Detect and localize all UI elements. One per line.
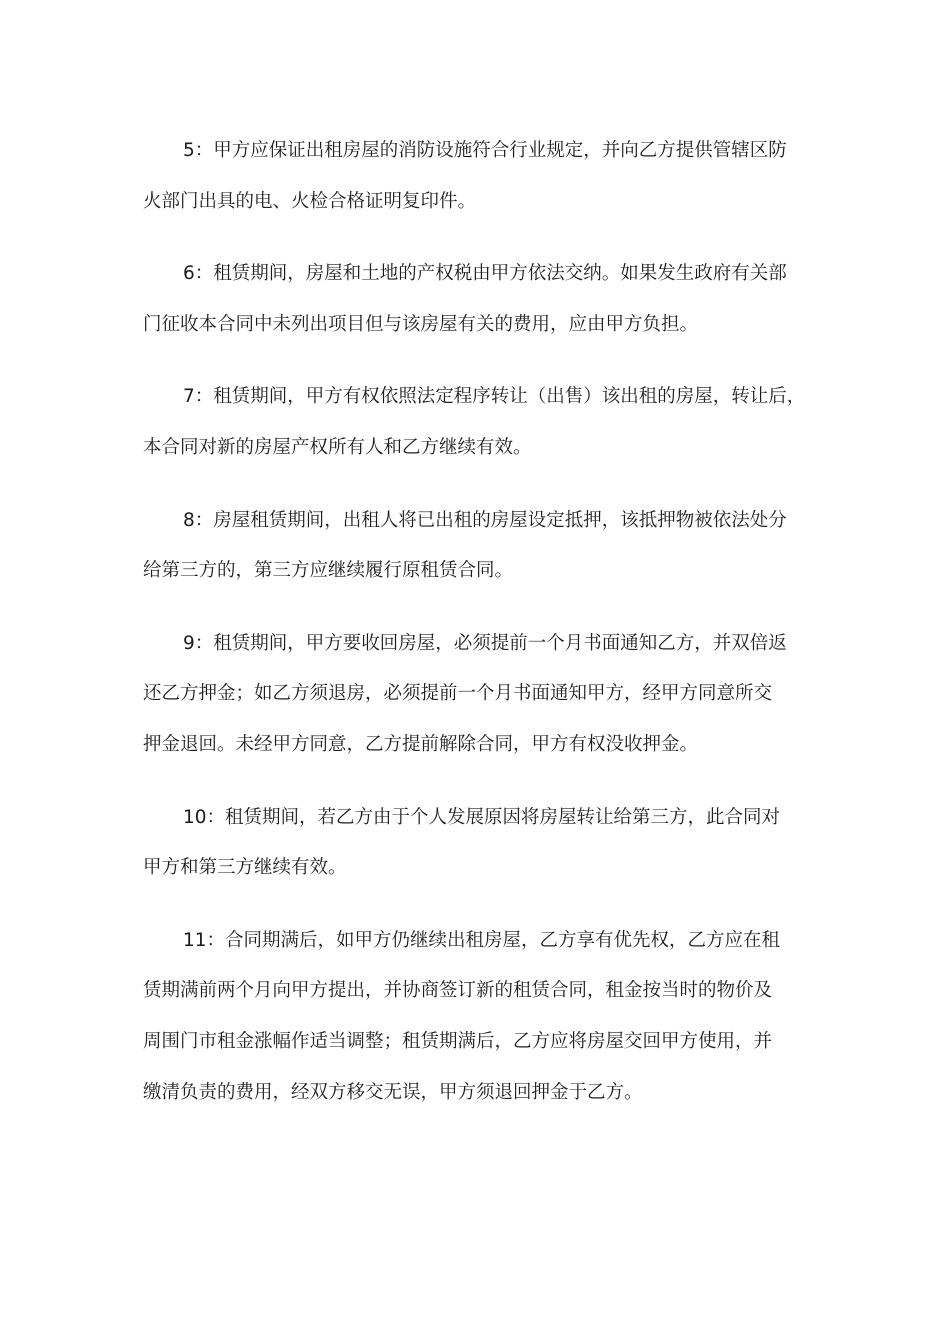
clause-line: 甲方和第三方继续有效。 xyxy=(143,857,347,879)
clause-line: 还乙方押金；如乙方须退房，必须提前一个月书面通知甲方，经甲方同意所交 xyxy=(143,683,773,705)
clause-line: 周围门市租金涨幅作适当调整；租赁期满后，乙方应将房屋交回甲方使用，并 xyxy=(143,1030,773,1052)
clause-line: 6：租赁期间，房屋和土地的产权税由甲方依法交纳。如果发生政府有关部 xyxy=(183,263,787,285)
clause-line: 10：租赁期间，若乙方由于个人发展原因将房屋转让给第三方，此合同对 xyxy=(183,806,781,828)
clause-line: 本合同对新的房屋产权所有人和乙方继续有效。 xyxy=(143,436,532,458)
clause-5 xyxy=(143,126,815,227)
clause-line: 9：租赁期间，甲方要收回房屋，必须提前一个月书面通知乙方，并双倍返 xyxy=(183,632,787,654)
clause-line: 8：房屋租赁期间，出租人将已出租的房屋设定抵押，该抵押物被依法处分 xyxy=(183,509,787,531)
clause-line: 7：租赁期间，甲方有权依照法定程序转让（出售）该出租的房屋，转让后， xyxy=(183,386,806,408)
clause-line: 火部门出具的电、火检合格证明复印件。 xyxy=(143,190,477,212)
clause-7 xyxy=(143,372,815,473)
clause-line: 给第三方的，第三方应继续履行原租赁合同。 xyxy=(143,560,514,582)
clause-line: 赁期满前两个月向甲方提出，并协商签订新的租赁合同，租金按当时的物价及 xyxy=(143,980,773,1002)
clause-11 xyxy=(143,916,815,1118)
clause-8 xyxy=(143,496,815,597)
clause-9 xyxy=(143,619,815,771)
document-body xyxy=(143,126,815,1140)
clause-line: 缴清负责的费用，经双方移交无误，甲方须退回押金于乙方。 xyxy=(143,1081,643,1103)
clause-10 xyxy=(143,793,815,894)
clause-6 xyxy=(143,249,815,350)
clause-line: 押金退回。未经甲方同意，乙方提前解除合同，甲方有权没收押金。 xyxy=(143,733,699,755)
clause-line: 门征收本合同中未列出项目但与该房屋有关的费用，应由甲方负担。 xyxy=(143,313,699,335)
clause-line: 5：甲方应保证出租房屋的消防设施符合行业规定，并向乙方提供管辖区防 xyxy=(183,140,787,161)
clause-line: 11：合同期满后，如甲方仍继续出租房屋，乙方享有优先权，乙方应在租 xyxy=(183,929,781,951)
